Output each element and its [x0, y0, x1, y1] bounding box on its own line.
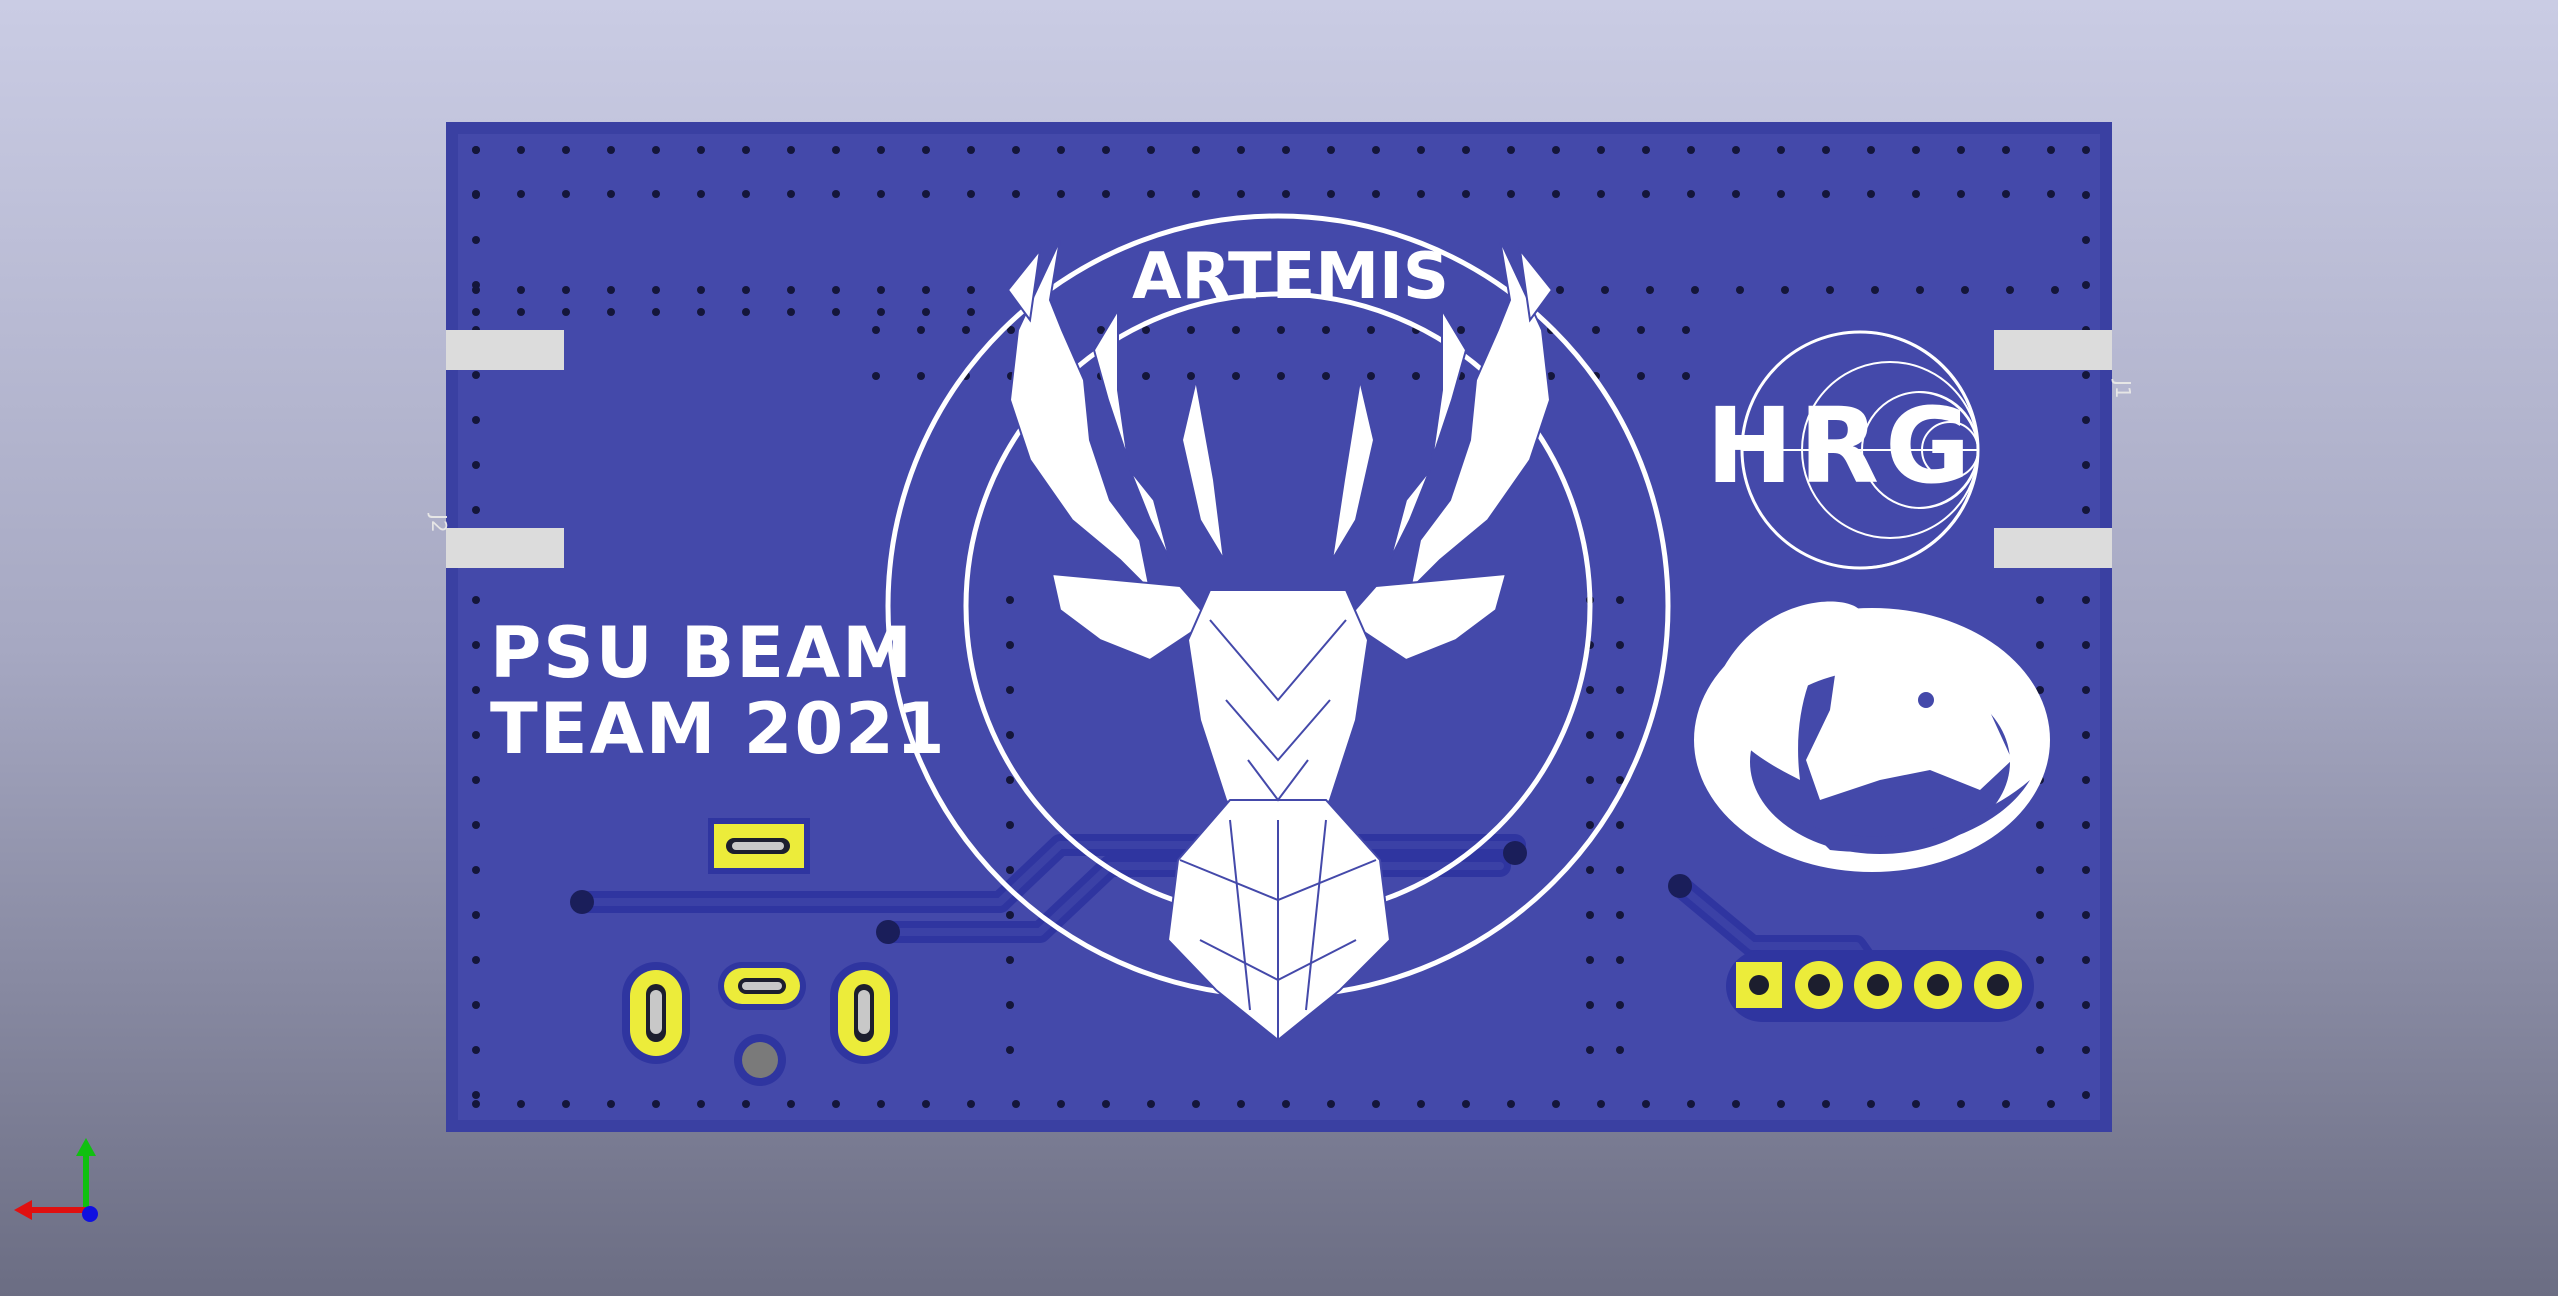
via: [832, 146, 840, 154]
via: [2082, 821, 2090, 829]
via: [2082, 416, 2090, 424]
via: [2036, 956, 2044, 964]
via: [2082, 911, 2090, 919]
via: [472, 596, 480, 604]
via: [1732, 1100, 1740, 1108]
via: [472, 911, 480, 919]
via: [1192, 146, 1200, 154]
via: [562, 146, 570, 154]
via: [472, 1091, 480, 1099]
via: [1732, 146, 1740, 154]
via: [787, 1100, 795, 1108]
via: [1277, 326, 1285, 334]
edge-cutout-left-bottom: [446, 528, 564, 568]
via: [2082, 731, 2090, 739]
edge-cutout-right-top: [1994, 330, 2112, 370]
via: [877, 146, 885, 154]
via: [1601, 286, 1609, 294]
via: [832, 190, 840, 198]
via: [1367, 326, 1375, 334]
via: [787, 308, 795, 316]
via: [562, 190, 570, 198]
ref-right: J1: [2111, 380, 2135, 399]
via: [2082, 956, 2090, 964]
via: [1142, 372, 1150, 380]
via: [1957, 146, 1965, 154]
via: [1871, 286, 1879, 294]
via: [562, 1100, 570, 1108]
z-axis-dot-icon: [82, 1206, 98, 1222]
via: [1736, 286, 1744, 294]
via: [1616, 641, 1624, 649]
via: [1916, 286, 1924, 294]
via: [1322, 372, 1330, 380]
via: [607, 190, 615, 198]
via: [1552, 146, 1560, 154]
via: [2036, 1001, 2044, 1009]
via: [1192, 190, 1200, 198]
via: [1912, 1100, 1920, 1108]
via: [2036, 641, 2044, 649]
via: [2002, 1100, 2010, 1108]
via: [1006, 686, 1014, 694]
via: [2082, 686, 2090, 694]
via: [2047, 146, 2055, 154]
via: [1586, 911, 1594, 919]
via: [1507, 146, 1515, 154]
via: [1592, 326, 1600, 334]
via: [472, 506, 480, 514]
via: [2051, 286, 2059, 294]
via: [917, 326, 925, 334]
via: [1556, 286, 1564, 294]
via: [2082, 866, 2090, 874]
via: [1006, 1046, 1014, 1054]
via: [1957, 1100, 1965, 1108]
via: [472, 191, 480, 199]
via: [1822, 146, 1830, 154]
via: [1057, 1100, 1065, 1108]
via: [1147, 190, 1155, 198]
via: [1147, 146, 1155, 154]
via: [1192, 1100, 1200, 1108]
via: [742, 190, 750, 198]
via: [472, 686, 480, 694]
via: [2036, 866, 2044, 874]
via: [1282, 190, 1290, 198]
via: [697, 190, 705, 198]
via: [2082, 236, 2090, 244]
via: [1006, 956, 1014, 964]
via: [1646, 286, 1654, 294]
via: [922, 286, 930, 294]
via: [1687, 190, 1695, 198]
via: [1232, 372, 1240, 380]
via: [877, 308, 885, 316]
via: [1682, 326, 1690, 334]
via: [2082, 371, 2090, 379]
via: [1867, 146, 1875, 154]
via: [1417, 146, 1425, 154]
via: [472, 236, 480, 244]
via: [1237, 190, 1245, 198]
via: [1682, 372, 1690, 380]
via: [1282, 1100, 1290, 1108]
via: [742, 1100, 750, 1108]
via: [2002, 190, 2010, 198]
via: [877, 190, 885, 198]
via: [517, 308, 525, 316]
via: [1006, 641, 1014, 649]
y-axis-arrow-icon: [76, 1138, 96, 1156]
via: [472, 641, 480, 649]
via: [1616, 776, 1624, 784]
via: [697, 146, 705, 154]
via: [922, 190, 930, 198]
via: [1637, 326, 1645, 334]
via: [1616, 821, 1624, 829]
via: [1586, 776, 1594, 784]
via: [562, 286, 570, 294]
via: [1616, 731, 1624, 739]
via: [472, 1046, 480, 1054]
via: [1822, 190, 1830, 198]
via: [652, 190, 660, 198]
via: [1597, 1100, 1605, 1108]
via: [1367, 372, 1375, 380]
via: [697, 286, 705, 294]
via: [562, 308, 570, 316]
via: [652, 308, 660, 316]
via: [1616, 1046, 1624, 1054]
via: [1057, 190, 1065, 198]
via: [1616, 686, 1624, 694]
via: [1327, 190, 1335, 198]
via: [2082, 281, 2090, 289]
via: [2036, 596, 2044, 604]
via: [1457, 326, 1465, 334]
via: [1327, 146, 1335, 154]
via: [1912, 190, 1920, 198]
via: [1372, 1100, 1380, 1108]
via: [472, 1100, 480, 1108]
via: [962, 326, 970, 334]
via: [1322, 326, 1330, 334]
via: [1147, 1100, 1155, 1108]
via: [917, 372, 925, 380]
via: [472, 416, 480, 424]
via: [1277, 372, 1285, 380]
via: [697, 308, 705, 316]
via: [472, 776, 480, 784]
via: [1006, 1001, 1014, 1009]
via: [742, 146, 750, 154]
via: [472, 821, 480, 829]
via: [607, 308, 615, 316]
via: [967, 190, 975, 198]
via: [967, 1100, 975, 1108]
via: [1552, 1100, 1560, 1108]
via: [517, 146, 525, 154]
via: [967, 286, 975, 294]
axis-orientation-gizmo: [10, 1138, 105, 1228]
via: [872, 326, 880, 334]
via: [1867, 1100, 1875, 1108]
via: [472, 956, 480, 964]
via: [1586, 731, 1594, 739]
via: [1826, 286, 1834, 294]
via: [1687, 146, 1695, 154]
via: [1462, 1100, 1470, 1108]
via: [742, 286, 750, 294]
pin-header-5[interactable]: [1726, 950, 2034, 1022]
via: [1691, 286, 1699, 294]
via: [1102, 190, 1110, 198]
via: [1187, 372, 1195, 380]
via: [1327, 1100, 1335, 1108]
via: [832, 286, 840, 294]
via: [517, 190, 525, 198]
via: [2002, 146, 2010, 154]
via: [1586, 956, 1594, 964]
via: [2047, 1100, 2055, 1108]
via: [1006, 866, 1014, 874]
ref-left: J2: [427, 514, 451, 533]
via: [1586, 1046, 1594, 1054]
via: [1057, 146, 1065, 154]
via: [1586, 866, 1594, 874]
via: [2082, 1001, 2090, 1009]
via: [1507, 1100, 1515, 1108]
via: [1616, 866, 1624, 874]
via: [1586, 821, 1594, 829]
via: [2082, 1046, 2090, 1054]
via: [1372, 190, 1380, 198]
via: [1237, 1100, 1245, 1108]
via: [1012, 1100, 1020, 1108]
via: [1417, 190, 1425, 198]
via: [1586, 686, 1594, 694]
via: [1102, 146, 1110, 154]
via: [967, 308, 975, 316]
via: [1637, 372, 1645, 380]
via: [1412, 372, 1420, 380]
via: [2082, 146, 2090, 154]
via: [607, 146, 615, 154]
via: [1586, 1001, 1594, 1009]
via: [877, 1100, 885, 1108]
via: [2082, 191, 2090, 199]
via: [1777, 1100, 1785, 1108]
via: [877, 286, 885, 294]
via: [1732, 190, 1740, 198]
via: [472, 146, 480, 154]
via: [1006, 776, 1014, 784]
via: [1616, 1001, 1624, 1009]
via: [2082, 1091, 2090, 1099]
via: [472, 731, 480, 739]
via: [1912, 146, 1920, 154]
via: [1012, 146, 1020, 154]
via: [697, 1100, 705, 1108]
via: [2082, 641, 2090, 649]
via: [517, 1100, 525, 1108]
via: [607, 286, 615, 294]
via: [1187, 326, 1195, 334]
via: [472, 371, 480, 379]
via: [472, 461, 480, 469]
via: [967, 146, 975, 154]
via: [1462, 146, 1470, 154]
via: [1006, 596, 1014, 604]
via: [1597, 146, 1605, 154]
via: [1961, 286, 1969, 294]
via: [1006, 821, 1014, 829]
team-text-line-1: PSU BEAM: [490, 612, 914, 694]
via: [652, 286, 660, 294]
via: [832, 308, 840, 316]
via: [787, 190, 795, 198]
via: [2036, 1046, 2044, 1054]
via: [1597, 190, 1605, 198]
via: [2082, 776, 2090, 784]
x-axis-arrow-icon: [14, 1200, 32, 1220]
via: [1102, 1100, 1110, 1108]
via: [1687, 1100, 1695, 1108]
via: [472, 1001, 480, 1009]
via: [1642, 146, 1650, 154]
via: [2006, 286, 2014, 294]
via: [787, 146, 795, 154]
via: [922, 146, 930, 154]
via: [1237, 146, 1245, 154]
via: [2036, 821, 2044, 829]
via: [1781, 286, 1789, 294]
via: [652, 1100, 660, 1108]
via: [1642, 190, 1650, 198]
via: [1462, 190, 1470, 198]
via: [1867, 190, 1875, 198]
via: [1777, 190, 1785, 198]
via: [1507, 190, 1515, 198]
hrg-text: HRG: [1706, 385, 1977, 507]
via: [787, 286, 795, 294]
via: [2047, 190, 2055, 198]
team-text-line-2: TEAM 2021: [490, 688, 947, 770]
via: [2036, 911, 2044, 919]
via: [922, 308, 930, 316]
via: [472, 308, 480, 316]
via: [1616, 596, 1624, 604]
via: [2082, 596, 2090, 604]
via: [607, 1100, 615, 1108]
via: [1417, 1100, 1425, 1108]
via: [2082, 461, 2090, 469]
via: [472, 866, 480, 874]
via: [872, 372, 880, 380]
via: [832, 1100, 840, 1108]
edge-cutout-left-top: [446, 330, 564, 370]
via: [1552, 190, 1560, 198]
via: [1642, 1100, 1650, 1108]
via: [922, 1100, 930, 1108]
via: [1822, 1100, 1830, 1108]
via: [1616, 911, 1624, 919]
artemis-title: ARTEMIS: [1132, 240, 1449, 314]
via: [1006, 731, 1014, 739]
via: [742, 308, 750, 316]
via: [517, 286, 525, 294]
via: [652, 146, 660, 154]
via: [1372, 146, 1380, 154]
edge-cutout-right-bottom: [1994, 528, 2112, 568]
via: [1232, 326, 1240, 334]
via: [1012, 190, 1020, 198]
via: [1282, 146, 1290, 154]
via: [472, 286, 480, 294]
via: [1006, 911, 1014, 919]
via: [2082, 506, 2090, 514]
via: [1616, 956, 1624, 964]
via: [1957, 190, 1965, 198]
via: [1777, 146, 1785, 154]
